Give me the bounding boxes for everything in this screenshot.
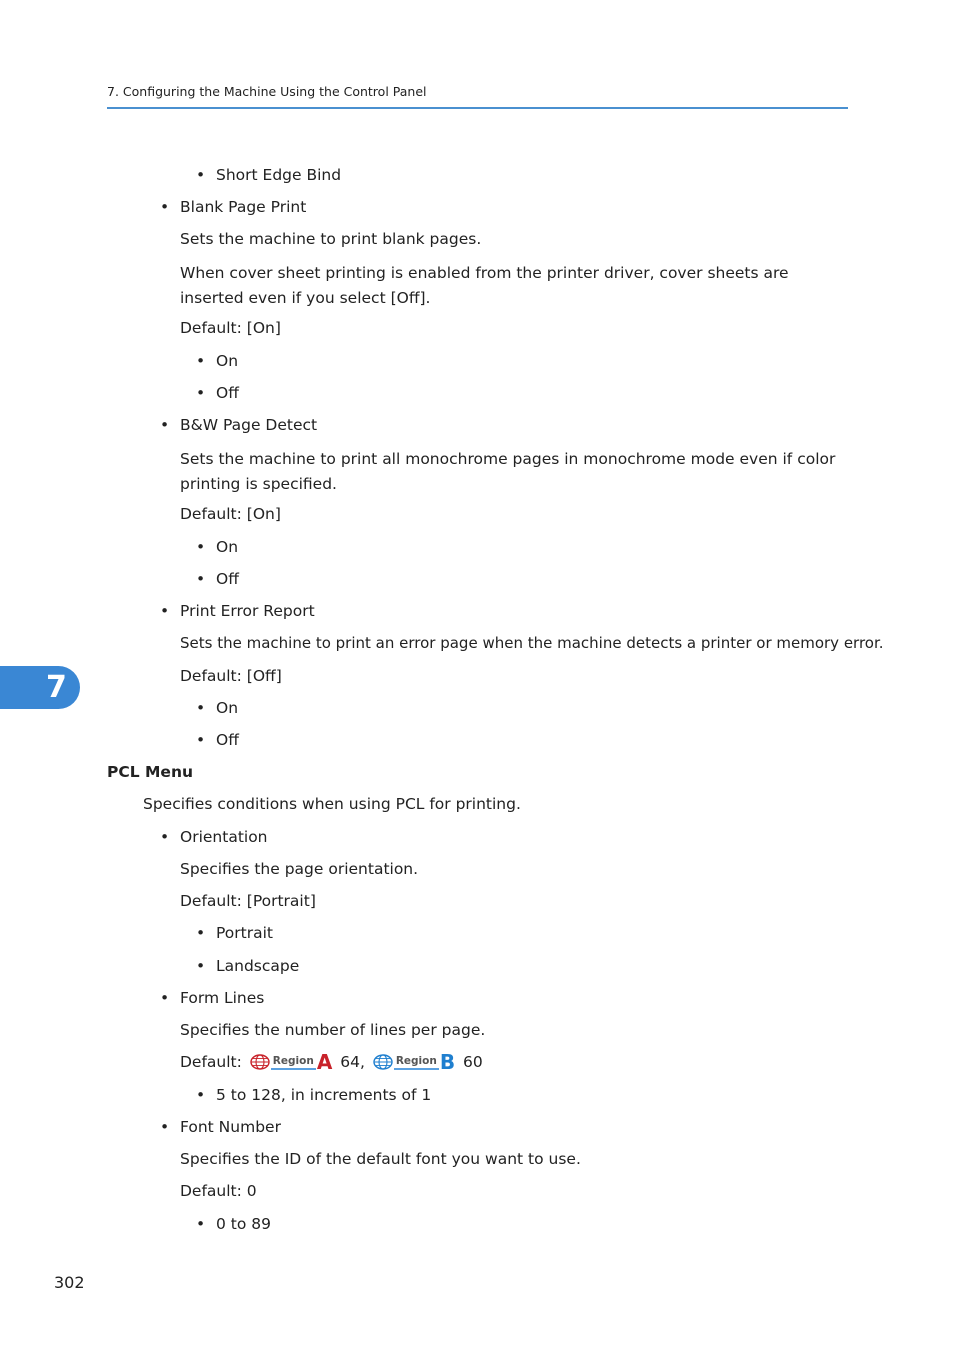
option: On: [216, 352, 239, 370]
bullet: •: [196, 538, 206, 556]
bullet: •: [160, 416, 170, 434]
bullet: •: [196, 570, 206, 588]
option: Portrait: [216, 924, 273, 942]
section-heading-pcl-menu: PCL Menu: [107, 763, 194, 781]
bullet: •: [160, 828, 170, 846]
item-desc: Specifies the page orientation.: [180, 860, 419, 878]
item-desc: Specifies the ID of the default font you want to use.: [180, 1150, 581, 1168]
bullet: •: [196, 699, 206, 717]
item-desc: Sets the machine to print an error page when the machine detects a printer or memory error.: [180, 634, 884, 652]
option: On: [216, 538, 239, 556]
option: On: [216, 699, 239, 717]
item-default-form-lines: [180, 1052, 483, 1072]
item-title-bw-page-detect: B&W Page Detect: [180, 416, 318, 434]
item-default: Default: [Off]: [180, 667, 282, 685]
region-a-value: 64,: [340, 1053, 365, 1071]
bullet: •: [160, 602, 170, 620]
region-b-value: 60: [463, 1053, 483, 1071]
item-note: When cover sheet printing is enabled from the printer driver, cover sheets are inserted even if you select [Off].: [180, 264, 789, 307]
running-header: 7. Configuring the Machine Using the Control Panel: [107, 84, 427, 99]
globe-icon: [250, 1054, 270, 1070]
chapter-tab-number: 7: [46, 670, 67, 705]
item-default: Default: [On]: [180, 505, 281, 523]
region-b-mark: [373, 1050, 456, 1074]
option: 5 to 128, in increments of 1: [216, 1086, 432, 1104]
option: Landscape: [216, 957, 300, 975]
option: Off: [216, 570, 239, 588]
item-default: Default: [Portrait]: [180, 892, 316, 910]
page-number: 302: [54, 1273, 85, 1292]
section-desc: Specifies conditions when using PCL for printing.: [143, 795, 521, 813]
bullet: •: [196, 166, 206, 184]
region-label: Region: [394, 1055, 439, 1070]
bullet: •: [196, 1086, 206, 1104]
globe-icon: [373, 1054, 393, 1070]
region-a-mark: [250, 1050, 333, 1074]
bullet: •: [160, 989, 170, 1007]
item-title-font-number: Font Number: [180, 1118, 281, 1136]
item-default: Default: 0: [180, 1182, 257, 1200]
option-short-edge-bind: Short Edge Bind: [216, 166, 342, 184]
bullet: •: [160, 1118, 170, 1136]
bullet: •: [196, 384, 206, 402]
item-desc: Sets the machine to print all monochrome pages in monochrome mode even if color printing is specified.: [180, 450, 836, 493]
item-title-print-error-report: Print Error Report: [180, 602, 315, 620]
option: 0 to 89: [216, 1215, 271, 1233]
item-desc: Specifies the number of lines per page.: [180, 1021, 486, 1039]
chapter-tab: [0, 666, 80, 709]
bullet: •: [196, 924, 206, 942]
item-title-form-lines: Form Lines: [180, 989, 265, 1007]
header-rule: [107, 107, 848, 109]
bullet: •: [196, 1215, 206, 1233]
default-label: Default:: [180, 1053, 242, 1071]
bullet: •: [196, 731, 206, 749]
region-a-letter: A: [316, 1050, 333, 1074]
item-desc: Sets the machine to print blank pages.: [180, 230, 482, 248]
region-label: Region: [271, 1055, 316, 1070]
bullet: •: [160, 198, 170, 216]
bullet: •: [196, 352, 206, 370]
region-b-letter: B: [439, 1050, 456, 1074]
item-title-blank-page-print: Blank Page Print: [180, 198, 307, 216]
option: Off: [216, 384, 239, 402]
bullet: •: [196, 957, 206, 975]
item-default: Default: [On]: [180, 319, 281, 337]
item-title-orientation: Orientation: [180, 828, 268, 846]
option: Off: [216, 731, 239, 749]
